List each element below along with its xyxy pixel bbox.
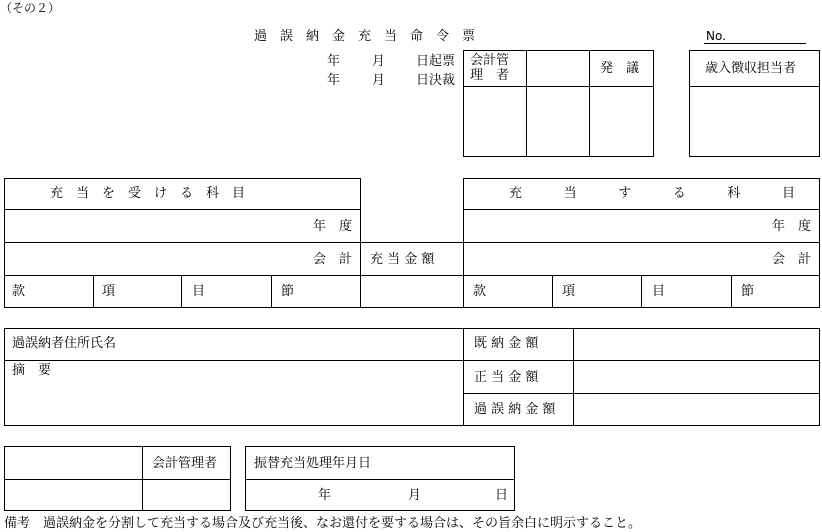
decision-year-label: 年 — [327, 73, 341, 88]
number-label: No. — [706, 29, 726, 43]
paid-amount-label: 既 納 金 額 — [474, 336, 539, 351]
transfer-year-label: 年 — [318, 488, 332, 503]
accounting-manager-stamp-cell[interactable] — [464, 87, 526, 156]
receiving-account-label: 会 計 — [313, 252, 353, 267]
appropriating-setsu-label: 節 — [741, 284, 755, 299]
payer-amounts-table — [4, 328, 820, 426]
payer-name-label: 過誤納者住所氏名 — [12, 336, 117, 351]
summary-label: 摘 要 — [12, 363, 52, 378]
appropriation-amount-label: 充 当 金 額 — [370, 252, 435, 267]
series-label: （その２） — [0, 1, 61, 15]
transfer-day-label: 日 — [495, 488, 509, 503]
appropriating-account-label: 会 計 — [772, 252, 812, 267]
remarks-note: 備考 過誤納金を分割して充当する場合及び充当後、なお還付を要する場合は、その旨余白に明示すること。 — [4, 516, 642, 531]
form-title: 過 誤 納 金 充 当 命 令 票 — [254, 29, 476, 44]
decision-day-label: 日決裁 — [416, 73, 456, 88]
accounting-manager-label: 会計管理者 — [152, 456, 218, 471]
revenue-officer-stamp-cell[interactable] — [690, 87, 819, 156]
receiving-fiscal-year-label: 年 度 — [313, 219, 353, 234]
decision-month-label: 月 — [372, 73, 386, 88]
blank-stamp-cell[interactable] — [527, 87, 589, 156]
accounting-manager-stamp-label: 会計管 理 者 — [470, 53, 510, 83]
appropriating-fiscal-year-label: 年 度 — [772, 219, 812, 234]
revenue-officer-label: 歳入徴収担当者 — [705, 61, 797, 76]
issue-stamp-cell[interactable] — [590, 87, 653, 156]
issue-stamp-label: 発 議 — [600, 61, 640, 76]
transfer-date-label: 振替充当処理年月日 — [254, 456, 372, 471]
receiving-kou-label: 項 — [102, 284, 116, 299]
appropriating-kan-label: 款 — [473, 284, 487, 299]
appropriating-kou-label: 項 — [562, 284, 576, 299]
appropriation-amount-field[interactable] — [361, 276, 463, 307]
receiving-header: 充 当 を 受 け る 科 目 — [50, 186, 246, 201]
receiving-kan-label: 款 — [12, 284, 26, 299]
transfer-month-label: 月 — [408, 488, 422, 503]
number-underline — [704, 43, 806, 44]
draft-day-label: 日起票 — [416, 54, 456, 69]
receiving-setsu-label: 節 — [281, 284, 295, 299]
receiving-moku-label: 目 — [192, 284, 206, 299]
overpaid-amount-label: 過 誤 納 金 額 — [474, 402, 556, 417]
draft-month-label: 月 — [372, 54, 386, 69]
appropriating-header: 充 当 す る 科 目 — [509, 186, 810, 201]
correct-amount-label: 正 当 金 額 — [474, 370, 539, 385]
appropriating-moku-label: 目 — [652, 284, 666, 299]
draft-year-label: 年 — [327, 54, 341, 69]
